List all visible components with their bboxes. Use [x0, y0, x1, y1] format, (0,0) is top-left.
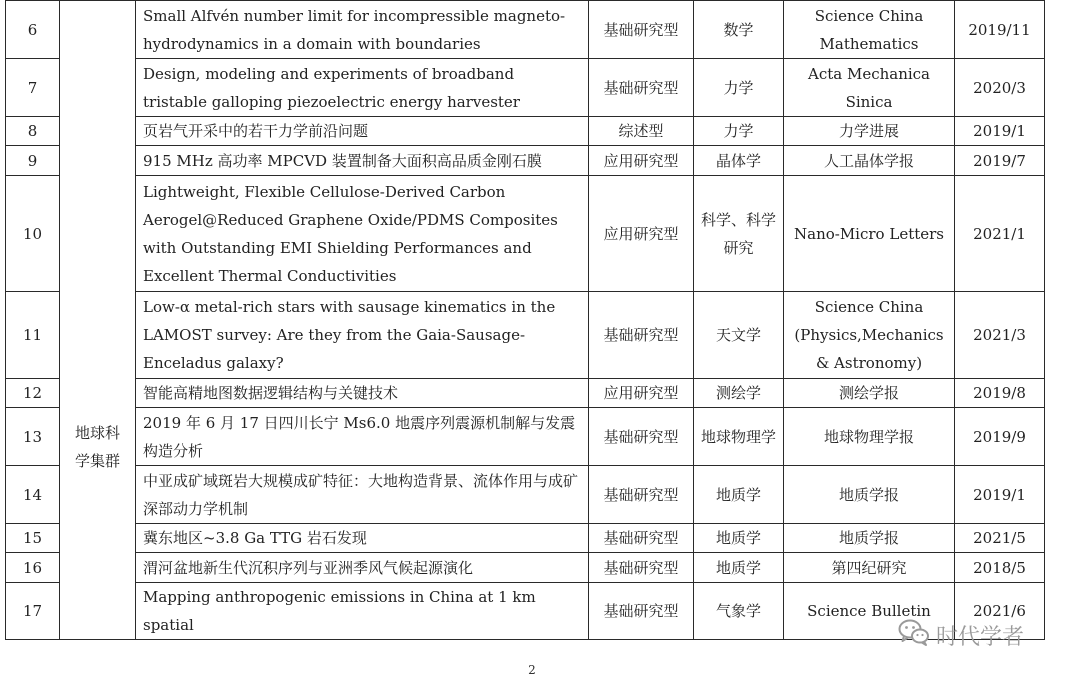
watermark-text: 时代学者 — [936, 624, 1025, 650]
journal: 地球物理学报 — [784, 408, 955, 466]
row-number: 12 — [6, 379, 60, 408]
journal: Science Bulletin — [784, 583, 955, 640]
research-type: 基础研究型 — [589, 553, 694, 583]
table-row — [6, 408, 1045, 466]
research-type: 应用研究型 — [589, 379, 694, 408]
paper-title: 渭河盆地新生代沉积序列与亚洲季风气候起源演化 — [136, 553, 589, 583]
journal: 地质学报 — [784, 466, 955, 524]
publish-date: 2018/5 — [955, 553, 1045, 583]
journal: 测绘学报 — [784, 379, 955, 408]
row-number: 15 — [6, 524, 60, 553]
publish-date: 2020/3 — [955, 59, 1045, 117]
journal: 力学进展 — [784, 117, 955, 146]
table-row — [6, 59, 1045, 117]
wechat-icon — [898, 617, 930, 653]
paper-title: 页岩气开采中的若干力学前沿问题 — [136, 117, 589, 146]
paper-title: 冀东地区~3.8 Ga TTG 岩石发现 — [136, 524, 589, 553]
journal: 第四纪研究 — [784, 553, 955, 583]
publish-date: 2021/3 — [955, 292, 1045, 379]
table-row — [6, 1, 1045, 59]
row-number: 8 — [6, 117, 60, 146]
journal: Nano-Micro Letters — [784, 176, 955, 292]
paper-title: 中亚成矿域斑岩大规模成矿特征：大地构造背景、流体作用与成矿深部动力学机制 — [136, 466, 589, 524]
paper-title: Low-α metal-rich stars with sausage kinematics in the LAMOST survey: Are they from the Gaia-Sausage-Enceladus galaxy? — [136, 292, 589, 379]
research-type: 基础研究型 — [589, 292, 694, 379]
publish-date: 2021/5 — [955, 524, 1045, 553]
subject: 力学 — [694, 117, 784, 146]
research-type: 应用研究型 — [589, 146, 694, 176]
watermark — [898, 618, 1068, 652]
research-type: 应用研究型 — [589, 176, 694, 292]
table-row — [6, 466, 1045, 524]
subject: 天文学 — [694, 292, 784, 379]
cluster-label: 地球科学集群 — [74, 424, 120, 470]
subject: 数学 — [694, 1, 784, 59]
paper-title: 915 MHz 高功率 MPCVD 装置制备大面积高品质金刚石膜 — [136, 146, 589, 176]
table-row — [6, 553, 1045, 583]
paper-title: Mapping anthropogenic emissions in China at 1 km spatial — [136, 583, 589, 640]
table-row — [6, 292, 1045, 379]
table-row — [6, 176, 1045, 292]
page-number: 2 — [528, 663, 536, 677]
subject: 科学、科学研究 — [694, 176, 784, 292]
table-row — [6, 524, 1045, 553]
row-number: 11 — [6, 292, 60, 379]
research-type: 基础研究型 — [589, 466, 694, 524]
research-type: 基础研究型 — [589, 524, 694, 553]
row-number: 10 — [6, 176, 60, 292]
row-number: 16 — [6, 553, 60, 583]
table-row — [6, 117, 1045, 146]
research-type: 基础研究型 — [589, 59, 694, 117]
paper-title: 2019 年 6 月 17 日四川长宁 Ms6.0 地震序列震源机制解与发震构造分析 — [136, 408, 589, 466]
table-row — [6, 379, 1045, 408]
research-type: 基础研究型 — [589, 408, 694, 466]
publish-date: 2019/11 — [955, 1, 1045, 59]
publish-date: 2019/9 — [955, 408, 1045, 466]
journal: Acta Mechanica Sinica — [784, 59, 955, 117]
publish-date: 2019/1 — [955, 466, 1045, 524]
journal: 人工晶体学报 — [784, 146, 955, 176]
row-number: 9 — [6, 146, 60, 176]
publish-date: 2019/8 — [955, 379, 1045, 408]
table-row — [6, 146, 1045, 176]
subject: 地质学 — [694, 466, 784, 524]
subject: 地球物理学 — [694, 408, 784, 466]
subject: 力学 — [694, 59, 784, 117]
row-number: 13 — [6, 408, 60, 466]
paper-title: Small Alfvén number limit for incompressible magneto-hydrodynamics in a domain with boundaries — [136, 1, 589, 59]
paper-title: Design, modeling and experiments of broadband tristable galloping piezoelectric energy harvester — [136, 59, 589, 117]
publish-date: 2021/6 — [955, 583, 1045, 640]
subject: 气象学 — [694, 583, 784, 640]
row-number: 7 — [6, 59, 60, 117]
research-type: 基础研究型 — [589, 583, 694, 640]
paper-title: Lightweight, Flexible Cellulose-Derived Carbon Aerogel@Reduced Graphene Oxide/PDMS Composites with Outstanding EMI Shielding Performances and Excellent Thermal Conductivities — [136, 176, 589, 292]
journal: 地质学报 — [784, 524, 955, 553]
row-number: 17 — [6, 583, 60, 640]
journal: Science China (Physics,Mechanics & Astronomy) — [784, 292, 955, 379]
subject: 地质学 — [694, 524, 784, 553]
publish-date: 2019/7 — [955, 146, 1045, 176]
row-number: 6 — [6, 1, 60, 59]
subject: 晶体学 — [694, 146, 784, 176]
papers-table — [5, 0, 1045, 640]
journal: Science China Mathematics — [784, 1, 955, 59]
row-number: 14 — [6, 466, 60, 524]
table-row — [6, 583, 1045, 640]
publish-date: 2021/1 — [955, 176, 1045, 292]
research-type: 基础研究型 — [589, 1, 694, 59]
cluster-cell — [60, 1, 136, 640]
research-type: 综述型 — [589, 117, 694, 146]
paper-title: 智能高精地图数据逻辑结构与关键技术 — [136, 379, 589, 408]
subject: 地质学 — [694, 553, 784, 583]
subject: 测绘学 — [694, 379, 784, 408]
publish-date: 2019/1 — [955, 117, 1045, 146]
